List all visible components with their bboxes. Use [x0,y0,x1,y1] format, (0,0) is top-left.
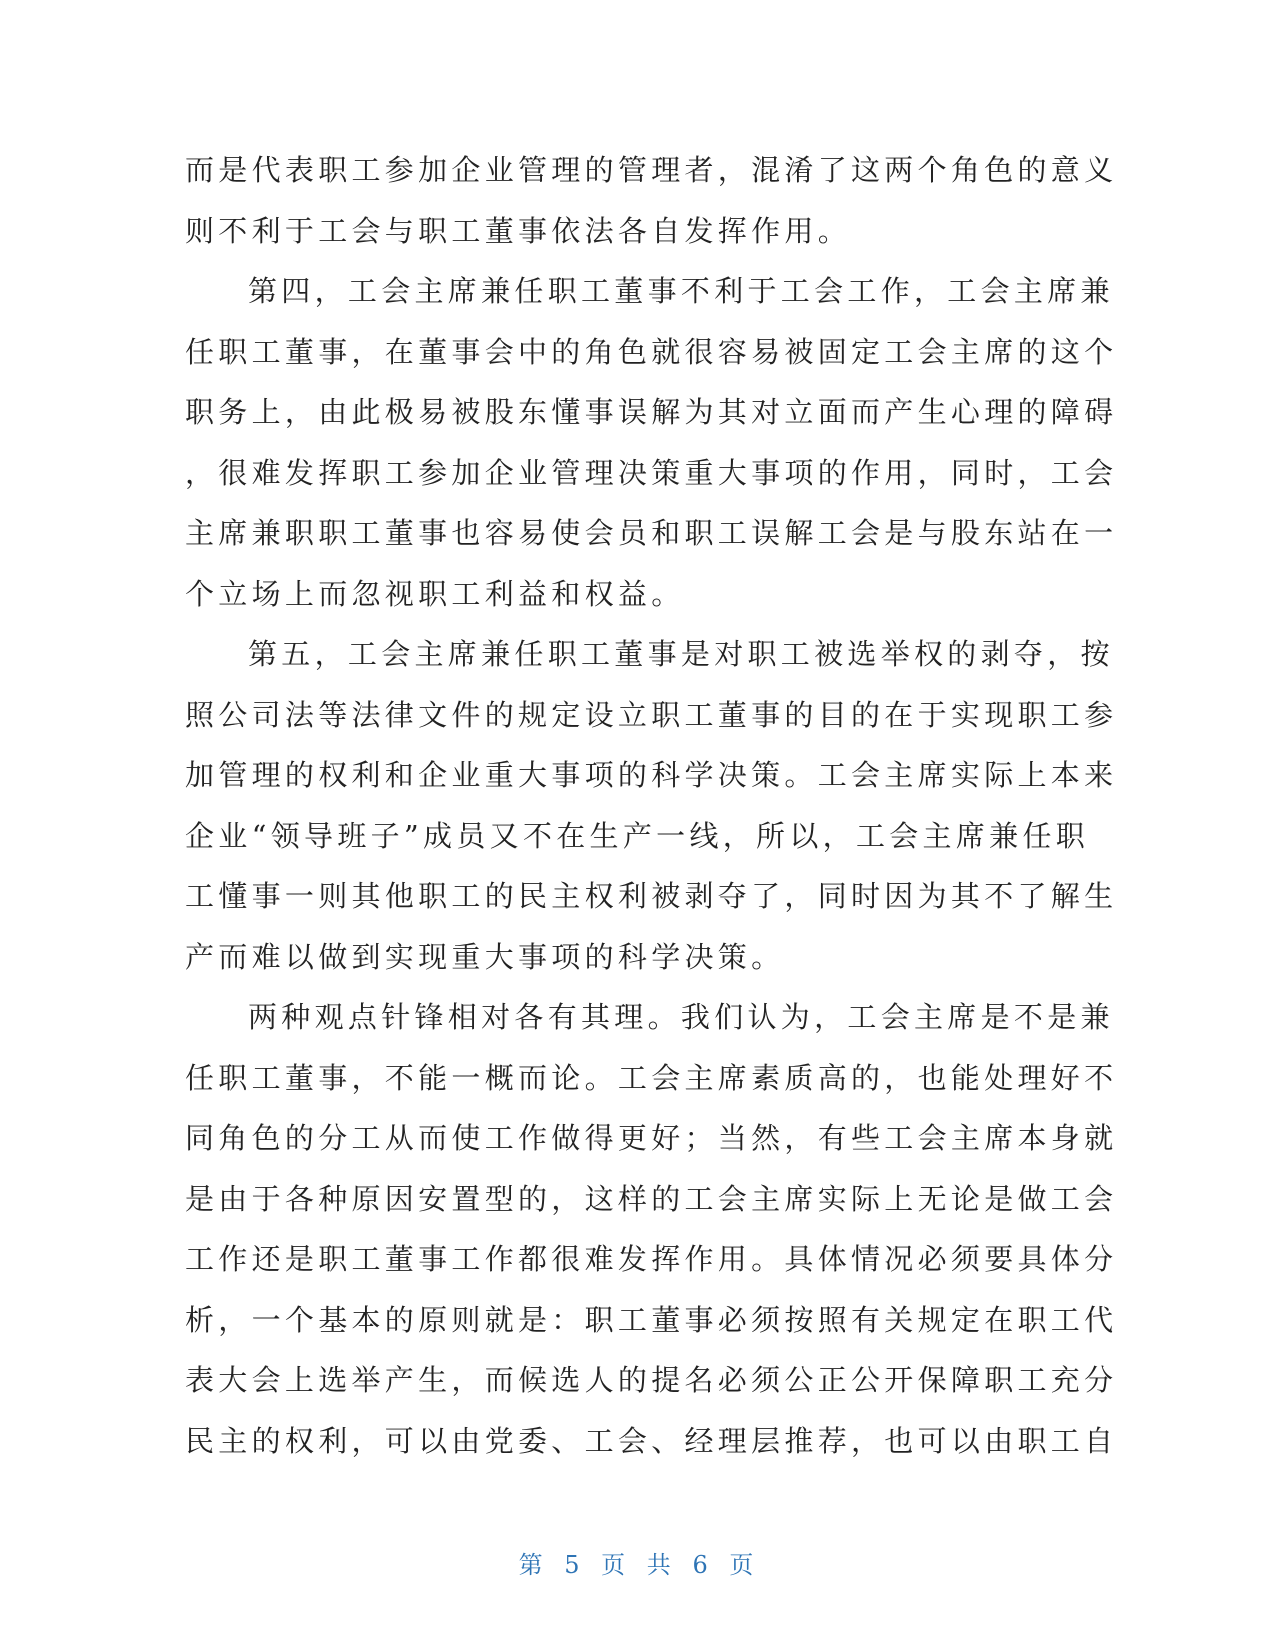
text-line: 企业“领导班子”成员又不在生产一线，所以，工会主席兼任职 [185,818,1090,853]
text-line: 第四，工会主席兼任职工董事不利于工会工作，工会主席兼 [248,274,1114,308]
text-line: 个立场上而忽视职工利益和权益。 [185,576,685,611]
page-number-footer: 第 5 页 共 6 页 [518,1551,757,1579]
text-line: 主席兼职职工董事也容易使会员和职工误解工会是与股东站在一 [185,516,1118,550]
text-line: 是由于各种原因安置型的，这样的工会主席实际上无论是做工会 [185,1181,1118,1216]
text-line: 则不利于工会与职工董事依法各自发挥作用。 [185,213,852,248]
text-line: 任职工董事，不能一概而论。工会主席素质高的，也能处理好不 [185,1060,1118,1095]
text-line: 工作还是职工董事工作都很难发挥作用。具体情况必须要具体分 [185,1242,1118,1276]
text-line: 民主的权利，可以由党委、工会、经理层推荐，也可以由职工自 [185,1423,1118,1458]
text-line: 加管理的权利和企业重大事项的科学决策。工会主席实际上本来 [185,758,1118,792]
text-line: 照公司法等法律文件的规定设立职工董事的目的在于实现职工参 [185,697,1118,732]
text-line: 而是代表职工参加企业管理的管理者，混淆了这两个角色的意义 [185,153,1118,187]
text-line: ，很难发挥职工参加企业管理决策重大事项的作用，同时，工会 [185,455,1118,490]
text-line: 职务上，由此极易被股东懂事误解为其对立面而产生心理的障碍 [185,395,1118,429]
text-line: 同角色的分工从而使工作做得更好；当然，有些工会主席本身就 [185,1121,1118,1155]
text-line: 两种观点针锋相对各有其理。我们认为，工会主席是不是兼 [248,1000,1114,1034]
text-line: 第五，工会主席兼任职工董事是对职工被选举权的剥夺，按 [248,637,1114,671]
text-line: 工懂事一则其他职工的民主权利被剥夺了，同时因为其不了解生 [185,879,1118,913]
text-line: 析，一个基本的原则就是：职工董事必须按照有关规定在职工代 [185,1302,1118,1337]
text-line: 表大会上选举产生，而候选人的提名必须公正公开保障职工充分 [185,1363,1118,1397]
text-line: 任职工董事，在董事会中的角色就很容易被固定工会主席的这个 [185,334,1118,369]
text-line: 产而难以做到实现重大事项的科学决策。 [185,939,785,974]
body-text [185,140,1118,1471]
